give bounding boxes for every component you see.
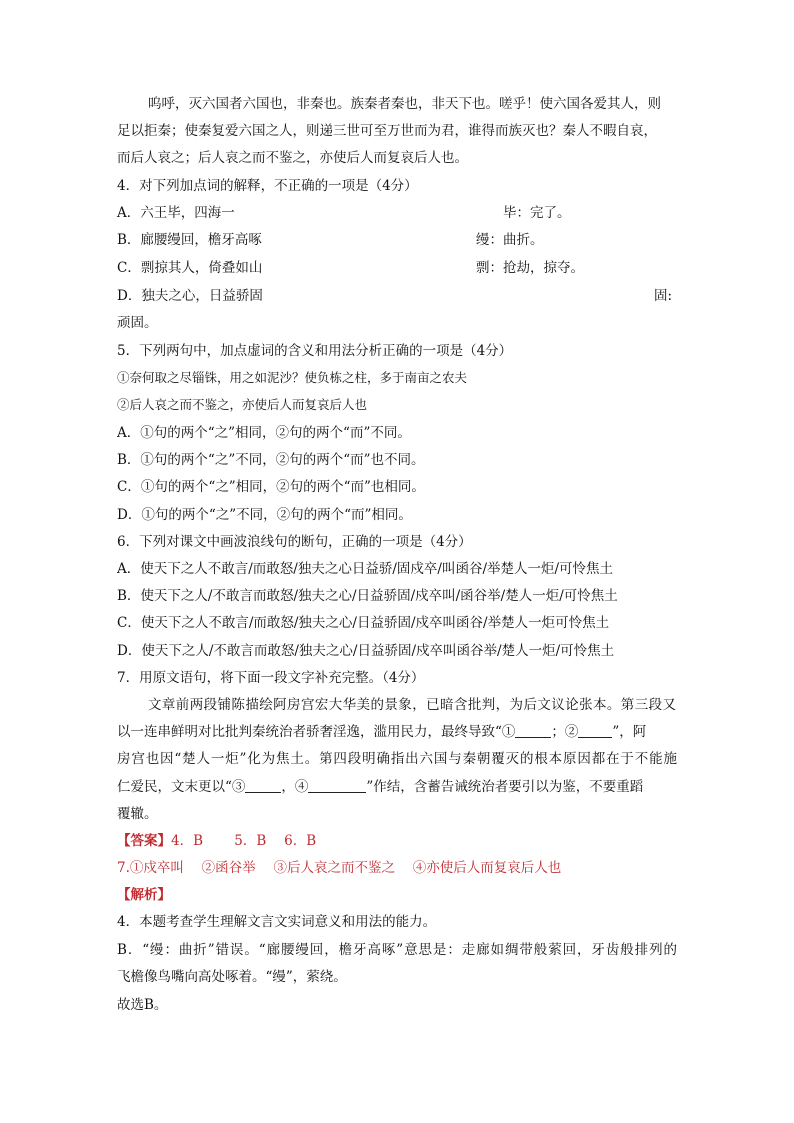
q7-paragraph-line-4 bbox=[117, 777, 677, 797]
analysis-line-3b: “缦”，萦绕。 bbox=[265, 969, 347, 985]
q6-option-a: A．使天下之人不敢言/而敢怒/独夫之心日益骄/固戍卒/叫函谷/举楚人一炬/可怜焦土 bbox=[117, 561, 614, 577]
q6-option-b: B．使天下之人/不敢言而敢怒/独夫之心/日益骄固/戍卒叫/函谷举/楚人一炬/可怜焦土 bbox=[117, 588, 618, 604]
passage-line-1: 呜呼，灭六国者六国也，非秦也。族秦者秦也，非天下也。嗟乎！使六国各爱其人，则 bbox=[148, 96, 661, 112]
q7-paragraph-line-5: 覆辙。 bbox=[117, 806, 158, 822]
analysis-label: 【解析】 bbox=[117, 887, 171, 903]
answer-choices: 4．B 5．B 6．B bbox=[171, 833, 317, 849]
q7-text-before-blank-3: 仁爱民，文末更以“③ bbox=[117, 779, 246, 795]
q7-text-before-blank-4: ，④ bbox=[281, 779, 309, 795]
q4-option-d: D．独夫之心，日益骄固 bbox=[117, 288, 263, 304]
q5-option-b: B．①句的两个“之”不同，②句的两个“而”也不同。 bbox=[117, 452, 425, 468]
analysis-line-1: 4．本题考查学生理解文言文实词意义和用法的能力。 bbox=[117, 914, 437, 930]
q4-option-d-gloss: 固: bbox=[654, 288, 673, 304]
q4-option-b: B．廊腰缦回，檐牙高啄 bbox=[117, 232, 262, 248]
q4-option-c-gloss: 剽：抢劫，掠夺。 bbox=[476, 260, 584, 276]
q7-paragraph-line-3: 房宫也因“楚人一炬”化为焦土。第四段明确指出六国与秦朝覆灭的根本原因都在于不能施 bbox=[117, 751, 677, 767]
q6-option-d: D．使天下之人/不敢言而敢怒/独夫之心/日益骄固/戍卒叫函谷举/楚人一炬/可怜焦土 bbox=[117, 643, 615, 659]
q4-stem: 4．对下列加点词的解释，不正确的一项是（4分） bbox=[117, 178, 418, 194]
q5-sentence-2: ②后人哀之而不鉴之，亦使后人而复哀后人也 bbox=[117, 397, 368, 412]
q5-option-d: D．①句的两个“之”不同，②句的两个“而”相同。 bbox=[117, 507, 412, 523]
q6-option-c: C．使天下之人不敢言/而敢怒/独夫之心/日益骄固/戍卒叫函谷/举楚人一炬可怜焦土 bbox=[117, 615, 610, 631]
passage-line-3: 而后人哀之；后人哀之而不鉴之，亦使后人而复哀后人也。 bbox=[117, 150, 468, 166]
q7-blank-2 bbox=[578, 723, 612, 738]
q5-sentence-1: ①奈何取之尽锱铢，用之如泥沙？使负栋之柱，多于南亩之农夫 bbox=[117, 370, 468, 385]
passage-line-2: 足以拒秦；使秦复爱六国之人，则递三世可至万世而为君，谁得而族灭也？秦人不暇自哀， bbox=[117, 123, 657, 139]
q7-text-after-blank-4: ”作结，含蓄告诫统治者要引以为鉴，不要重蹈 bbox=[366, 779, 644, 795]
answer-q7: 7.①戍卒叫 ②函谷举 ③后人哀之而不鉴之 ④亦使后人而复哀后人也 bbox=[117, 860, 562, 876]
q7-blank-3 bbox=[245, 778, 281, 793]
analysis-line-3 bbox=[117, 967, 677, 987]
q6-stem: 6．下列对课文中画波浪线句的断句，正确的一项是（4分） bbox=[117, 534, 472, 550]
answer-row bbox=[117, 831, 677, 851]
q7-text-before-blank-2: ；② bbox=[551, 724, 579, 740]
q4-option-a-gloss: 毕：完了。 bbox=[503, 205, 571, 221]
q5-stem: 5．下列两句中，加点虚词的含义和用法分析正确的一项是（4分） bbox=[117, 343, 513, 359]
q7-stem: 7．用原文语句，将下面一段文字补充完整。（4分） bbox=[117, 670, 425, 686]
analysis-line-2: B．“缦：曲折”错误。“廊腰缦回，檐牙高啄”意思是：走廊如绸带般萦回，牙齿般排列的 bbox=[117, 942, 677, 958]
q7-paragraph-line-2 bbox=[117, 722, 677, 742]
q5-option-c: C．①句的两个“之”相同，②句的两个“而”也相同。 bbox=[117, 479, 425, 495]
answer-label: 【答案】 bbox=[117, 833, 171, 849]
analysis-line-4: 故选B。 bbox=[117, 997, 168, 1013]
analysis-line-3a: 飞檐像鸟嘴向高处啄着。 bbox=[117, 969, 266, 985]
q4-option-b-gloss: 缦：曲折。 bbox=[476, 232, 544, 248]
q7-text-before-blank-1: 以一连串鲜明对比批判秦统治者骄奢淫逸，滥用民力，最终导致“① bbox=[117, 724, 516, 740]
q7-text-after-blank-2: ”，阿 bbox=[612, 724, 647, 740]
q7-blank-1 bbox=[515, 723, 551, 738]
q4-option-a: A．六王毕，四海一 bbox=[117, 205, 235, 221]
q4-option-d-gloss-cont: 顽固。 bbox=[117, 315, 158, 331]
q7-paragraph-line-1: 文章前两段铺陈描绘阿房宫宏大华美的景象，已暗含批判，为后文议论张本。第三段又 bbox=[148, 697, 676, 713]
q7-blank-4 bbox=[308, 778, 366, 793]
q4-option-c: C．剽掠其人，倚叠如山 bbox=[117, 260, 263, 276]
q5-option-a: A．①句的两个“之”相同，②句的两个“而”不同。 bbox=[117, 425, 411, 441]
